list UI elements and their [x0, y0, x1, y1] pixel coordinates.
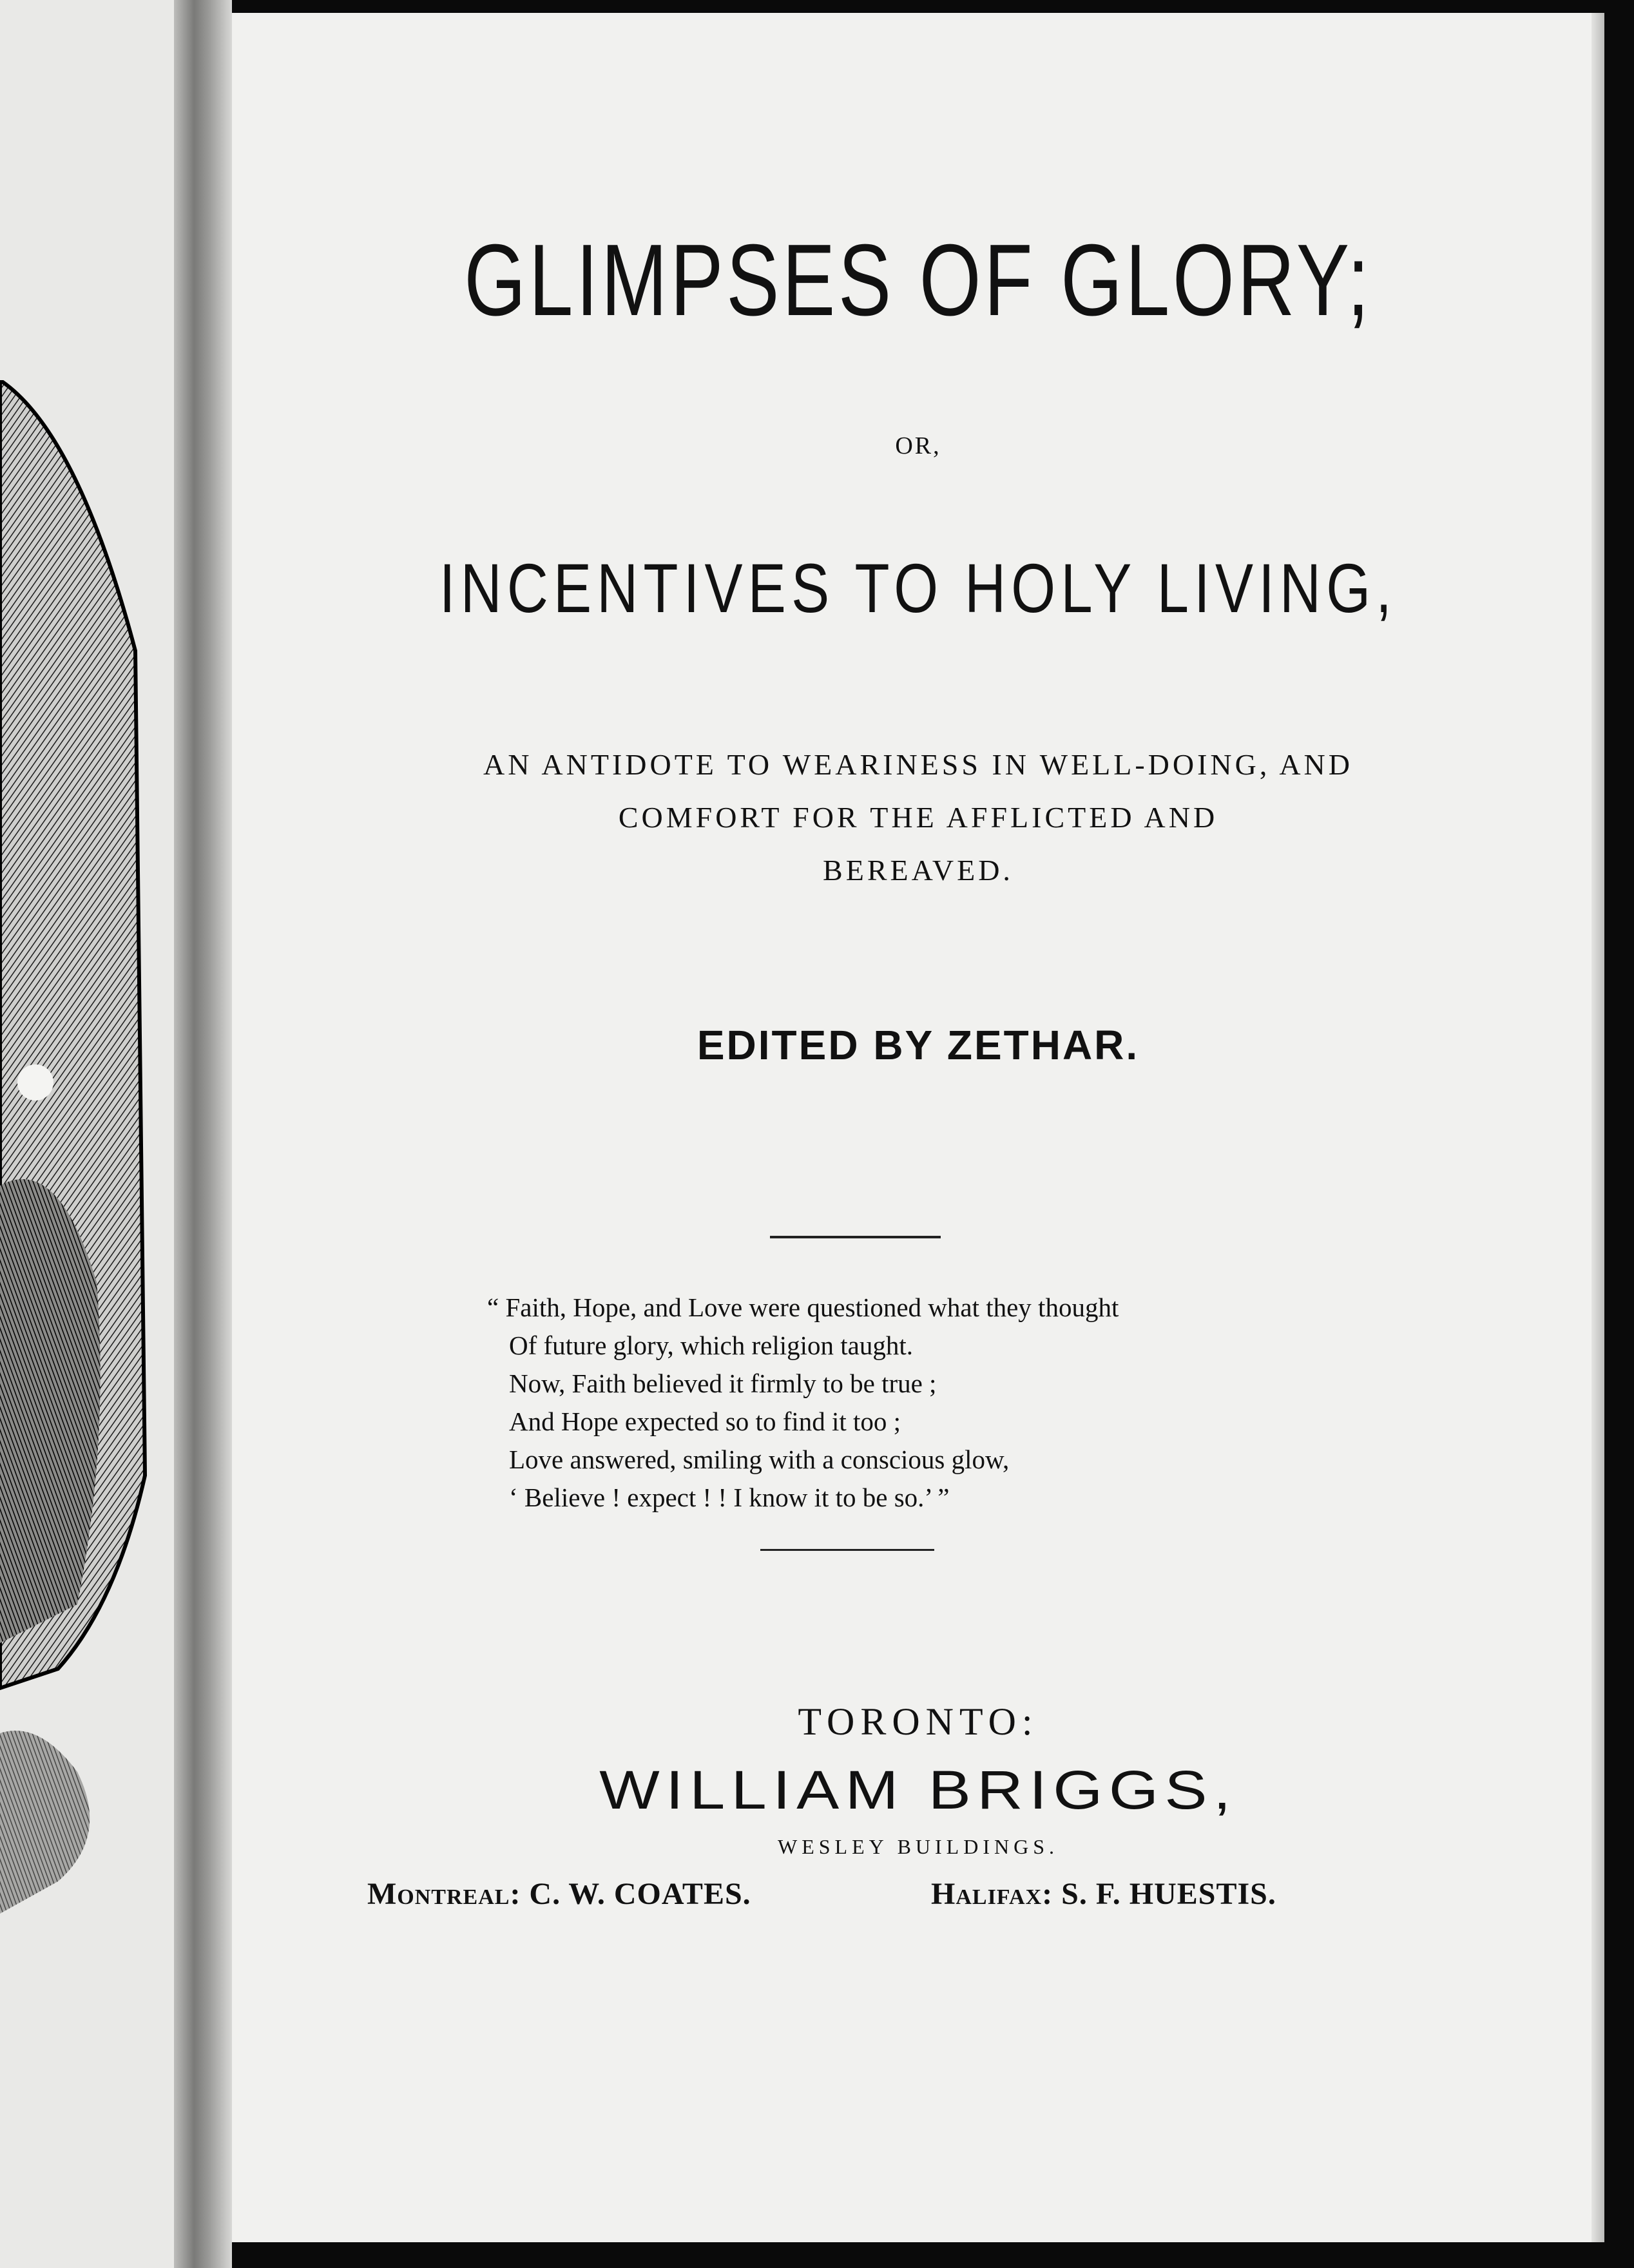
divider-rule [760, 1549, 934, 1551]
imprint-montreal: Montreal: C. W. COATES. [367, 1877, 751, 1911]
poem-line: And Hope expected so to find it too ; [509, 1407, 901, 1436]
description-line: AN ANTIDOTE TO WEARINESS IN WELL-DOING, AND [483, 748, 1353, 781]
poem-line: ‘ Believe ! expect ! ! I know it to be so.’ ” [509, 1483, 950, 1512]
sub-title: INCENTIVES TO HOLY LIVING, [439, 549, 1398, 627]
frontispiece-engraving [0, 380, 155, 1946]
imprint-halifax: Halifax: S. F. HUESTIS. [931, 1877, 1276, 1911]
page-edge-shadow [1591, 13, 1604, 2242]
epigraph-poem [487, 1289, 1286, 1517]
imprint-city: TORONTO: [798, 1700, 1039, 1743]
book-gutter [174, 0, 232, 2268]
poem-line: Of future glory, which religion taught. [509, 1331, 913, 1360]
divider-rule [770, 1236, 941, 1238]
poem-line: Now, Faith believed it firmly to be true ; [509, 1369, 937, 1398]
poem-line: “ Faith, Hope, and Love were questioned what they thought [487, 1293, 1119, 1322]
description-line: BEREAVED. [823, 854, 1014, 887]
poem-line: Love answered, smiling with a conscious glow, [509, 1445, 1010, 1474]
description-line: COMFORT FOR THE AFFLICTED AND [618, 801, 1218, 834]
main-title: GLIMPSES OF GLORY; [464, 224, 1372, 337]
title-conjunction: OR, [895, 432, 941, 459]
editor-credit: EDITED BY ZETHAR. [697, 1022, 1140, 1068]
facing-page [0, 0, 174, 2268]
imprint-publisher: WILLIAM BRIGGS, [599, 1760, 1237, 1820]
imprint-address: WESLEY BUILDINGS. [778, 1835, 1059, 1858]
